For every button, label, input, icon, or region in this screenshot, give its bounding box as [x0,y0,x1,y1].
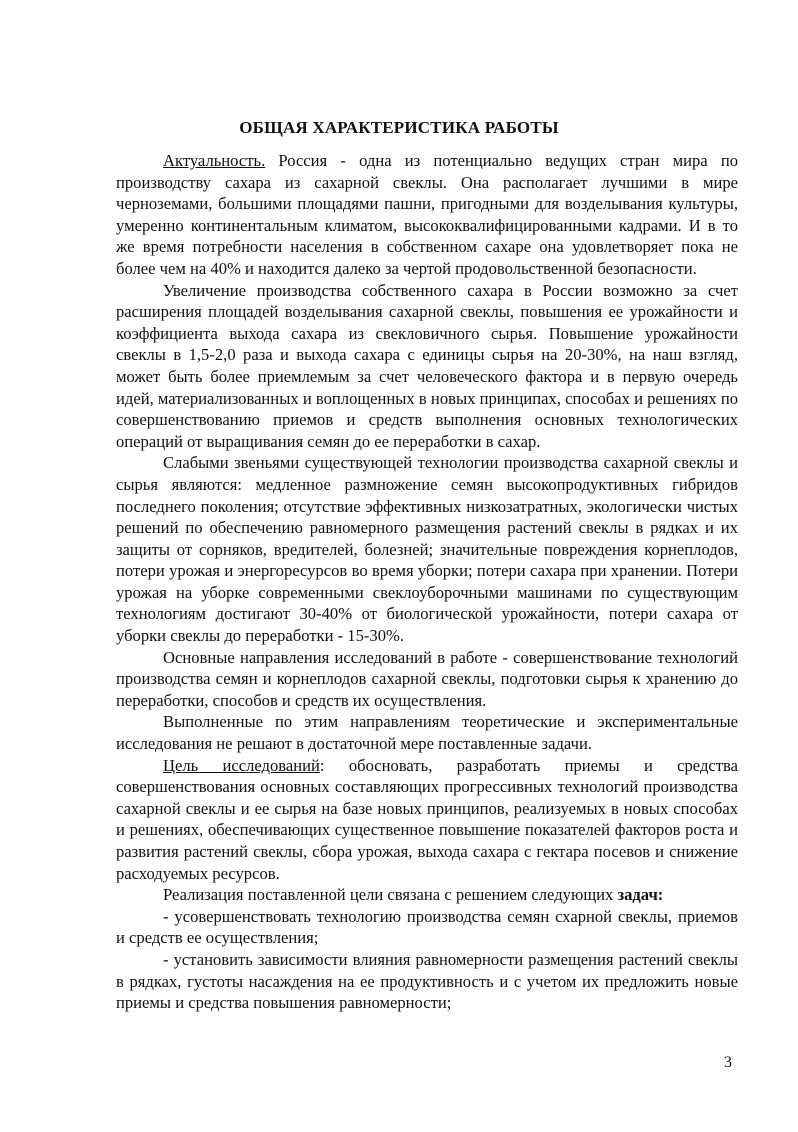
task-item-seeds: - усовершенствовать технологию производства семян схарной свеклы, приемов и средств ее осуществления; [116,906,738,948]
document-title: ОБЩАЯ ХАРАКТЕРИСТИКА РАБОТЫ [239,118,559,137]
research-goal-text: : обосновать, разработать приемы и средства совершенствования основных составляющих прогрессивных технологий производства сахарной свеклы и ее сырья на базе новых принципов, реализуемых в новых способах и решениях, обеспечивающих существенное повышение показателей факторов роста и развития растений свеклы, сбора урожая, выхода сахара с гектара посевов и снижение расходуемых ресурсов. [116,755,738,883]
task-item-uniformity: - установить зависимости влияния равномерности размещения растений свеклы в рядках, густоты насаждения на ее продуктивность и с учетом их предложить новые приемы и средства повышения равномерности; [116,949,738,1013]
paragraph-research-goal [116,755,738,885]
research-goal-label: Цель исследований [163,755,320,775]
tasks-intro-text: Реализация поставленной цели связана с решением следующих [163,885,618,905]
page-number: 3 [724,1054,732,1071]
paragraph-relevance [116,150,738,280]
paragraph-weak-links: Слабыми звеньями существующей технологии производства сахарной свеклы и сырья являются: медленное размножение семян высокопродуктивных гибридов последнего поколения; отсутствие эффективных низкозатратных, экологически чистых решений по обеспечению равномерного размещения растений свеклы в рядках и их защиты от сорняков, вредителей, болезней; значительные повреждения корнеплодов, потери урожая и энергоресурсов во время уборки; потери сахара при хранении. Потери урожая на уборке современными свеклоуборочными машинами по существующим технологиям достигают 30-40% от биологической урожайности, потери сахара от уборки свеклы до переработки - 15-30%. [116,453,738,646]
relevance-text: Россия - одна из потенциально ведущих стран мира по производству сахара из сахарной свеклы. Она располагает лучшими в мире черноземами, большими площадями пашни, пригодными для возделывания культуры, умеренно континентальным климатом, высококвалифицированными кадрами. И в то же время потребности населения в собственном сахаре она удовлетворяет пока не более чем на 40% и находится далеко за чертой продовольственной безопасности. [116,151,738,278]
document-body [116,150,738,1014]
paragraph-production-increase: Увеличение производства собственного сахара в России возможно за счет расширения площадей возделывания сахарной свеклы, повышения ее урожайности и коэффициента выхода сахара из свекловичного сырья. Повышение урожайности свеклы в 1,5-2,0 раза и выхода сахара с единицы сырья на 20-30%, на наш взгляд, может быть более приемлемым за счет человеческого фактора и в первую очередь идей, материализованных и воплощенных в новых принципах, способах и решениях по совершенствованию приемов и средств выполнения основных технологических операций от выращивания семян до ее переработки в сахар. [116,280,738,451]
paragraph-research-directions: Основные направления исследований в работе - совершенствование технологий производства семян и корнеплодов сахарной свеклы, подготовки сырья к хранению до переработки, способов и средств их осуществления. [116,647,738,710]
paragraph-completed-research: Выполненные по этим направлениям теоретические и экспериментальные исследования не решают в достаточной мере поставленные задачи. [116,712,738,754]
paragraph-tasks-intro [116,884,738,906]
tasks-label: задач: [617,885,664,905]
relevance-label: Актуальность. [163,151,266,170]
